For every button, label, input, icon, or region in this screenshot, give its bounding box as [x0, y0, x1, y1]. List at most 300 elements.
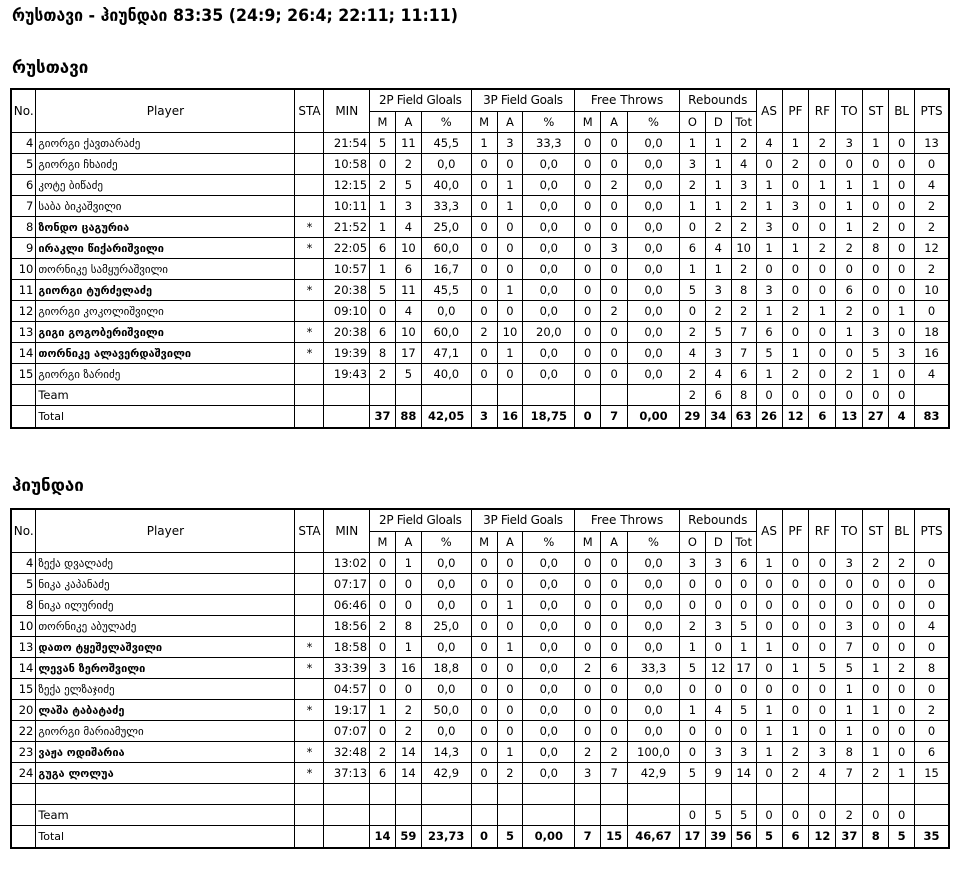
player-to: 3 [836, 133, 863, 154]
player-rf: 0 [809, 154, 836, 175]
player-ft-pct: 0,0 [628, 259, 680, 280]
player-number: 10 [11, 259, 36, 280]
player-ft-att: 0 [601, 133, 628, 154]
player-to: 2 [836, 364, 863, 385]
player-bl: 0 [889, 196, 915, 217]
player-st: 2 [863, 763, 889, 784]
empty-cell [809, 784, 836, 805]
player-row [11, 679, 949, 700]
player-fg3-pct: 33,3 [523, 133, 575, 154]
player-ft-pct: 42,9 [628, 763, 680, 784]
player-fg2-att: 6 [395, 259, 421, 280]
team-row-label: Team [36, 805, 295, 826]
player-st: 2 [863, 553, 889, 574]
player-st: 0 [863, 196, 889, 217]
player-reb-def: 2 [705, 217, 731, 238]
player-minutes: 20:38 [324, 280, 370, 301]
header-player: Player [36, 89, 295, 133]
player-pts: 13 [915, 133, 949, 154]
player-name: კოტე ბიწაძე [36, 175, 295, 196]
player-st: 3 [863, 322, 889, 343]
player-to: 2 [836, 301, 863, 322]
player-name: გიორგი კოკოლიშვილი [36, 301, 295, 322]
player-as: 5 [756, 343, 782, 364]
player-ft-made: 2 [575, 658, 601, 679]
player-fg2-pct: 0,0 [421, 721, 471, 742]
player-pf: 0 [782, 322, 809, 343]
player-reb-off: 1 [679, 259, 705, 280]
player-reb-off: 0 [679, 574, 705, 595]
player-minutes: 20:38 [324, 322, 370, 343]
player-fg3-pct: 0,0 [523, 721, 575, 742]
header-no: No. [11, 89, 36, 133]
player-fg2-pct: 45,5 [421, 133, 471, 154]
player-fg2-made: 6 [370, 238, 396, 259]
total-reb-tot: 63 [731, 406, 756, 429]
player-fg3-att: 0 [497, 700, 523, 721]
player-rf: 0 [809, 217, 836, 238]
player-to: 1 [836, 700, 863, 721]
player-reb-off: 2 [679, 175, 705, 196]
subheader-d: D [705, 532, 731, 553]
player-row [11, 763, 949, 784]
player-pts: 8 [915, 658, 949, 679]
player-row [11, 280, 949, 301]
player-row [11, 637, 949, 658]
player-fg3-pct: 0,0 [523, 700, 575, 721]
player-fg2-pct: 50,0 [421, 700, 471, 721]
player-fg2-att: 0 [395, 574, 421, 595]
team-bl: 0 [889, 805, 915, 826]
player-fg2-att: 10 [395, 238, 421, 259]
header-min: MIN [324, 509, 370, 553]
player-fg2-pct: 40,0 [421, 175, 471, 196]
player-reb-def: 3 [705, 343, 731, 364]
player-name: ნიკა კაპანაძე [36, 574, 295, 595]
player-reb-tot: 7 [731, 322, 756, 343]
player-reb-off: 2 [679, 616, 705, 637]
player-fg3-made: 0 [471, 763, 497, 784]
team-reb-off: 0 [679, 805, 705, 826]
player-to: 6 [836, 280, 863, 301]
player-fg3-pct: 0,0 [523, 364, 575, 385]
player-row [11, 301, 949, 322]
header-sta: STA [295, 509, 324, 553]
subheader-pct: % [523, 112, 575, 133]
player-minutes: 19:43 [324, 364, 370, 385]
header-3p-field-goals: 3P Field Goals [471, 89, 575, 112]
total-label: Total [36, 826, 295, 849]
player-bl: 0 [889, 616, 915, 637]
empty-cell [471, 784, 497, 805]
player-starter: * [295, 658, 324, 679]
player-st: 0 [863, 574, 889, 595]
total-fg3-made: 0 [471, 826, 497, 849]
player-rf: 0 [809, 637, 836, 658]
player-number: 14 [11, 343, 36, 364]
player-fg3-made: 0 [471, 700, 497, 721]
player-reb-tot: 2 [731, 217, 756, 238]
player-bl: 0 [889, 595, 915, 616]
player-name: გიორგი მარიამული [36, 721, 295, 742]
player-reb-def: 0 [705, 574, 731, 595]
player-starter: * [295, 280, 324, 301]
player-minutes: 07:07 [324, 721, 370, 742]
player-reb-tot: 2 [731, 196, 756, 217]
player-minutes: 19:17 [324, 700, 370, 721]
player-st: 1 [863, 658, 889, 679]
player-starter [295, 301, 324, 322]
team-title-hyundai: ჰიუნდაი [12, 476, 84, 496]
player-pts: 2 [915, 700, 949, 721]
player-row [11, 721, 949, 742]
player-reb-tot: 2 [731, 301, 756, 322]
player-fg2-made: 2 [370, 364, 396, 385]
team-rf: 0 [809, 805, 836, 826]
box-score-table-hyundai [10, 508, 950, 849]
player-bl: 2 [889, 658, 915, 679]
player-number: 20 [11, 700, 36, 721]
player-name: ზექა ელზაჯიძე [36, 679, 295, 700]
player-row [11, 238, 949, 259]
empty-cell [756, 784, 782, 805]
player-fg3-made: 0 [471, 721, 497, 742]
player-fg2-att: 5 [395, 364, 421, 385]
player-number: 23 [11, 742, 36, 763]
total-ft-pct: 46,67 [628, 826, 680, 849]
player-ft-pct: 0,0 [628, 280, 680, 301]
total-ft-pct: 0,00 [628, 406, 680, 429]
player-fg3-made: 0 [471, 742, 497, 763]
player-ft-att: 0 [601, 364, 628, 385]
player-fg3-pct: 0,0 [523, 259, 575, 280]
player-st: 1 [863, 175, 889, 196]
header-2p-field-goals: 2P Field Gloals [370, 89, 472, 112]
player-fg2-pct: 25,0 [421, 217, 471, 238]
player-row [11, 343, 949, 364]
player-ft-pct: 0,0 [628, 679, 680, 700]
player-fg2-made: 3 [370, 658, 396, 679]
player-fg3-pct: 0,0 [523, 595, 575, 616]
total-ft-made: 7 [575, 826, 601, 849]
player-reb-def: 1 [705, 196, 731, 217]
empty-cell [11, 406, 36, 429]
player-fg2-att: 4 [395, 301, 421, 322]
player-fg3-pct: 0,0 [523, 553, 575, 574]
player-reb-off: 2 [679, 364, 705, 385]
player-pf: 0 [782, 259, 809, 280]
player-reb-def: 1 [705, 133, 731, 154]
team-st: 0 [863, 805, 889, 826]
player-as: 1 [756, 238, 782, 259]
player-starter [295, 259, 324, 280]
subheader-d: D [705, 112, 731, 133]
player-pts: 0 [915, 301, 949, 322]
team-st: 0 [863, 385, 889, 406]
empty-cell [497, 805, 523, 826]
total-pf: 12 [782, 406, 809, 429]
player-to: 0 [836, 343, 863, 364]
player-pf: 0 [782, 574, 809, 595]
player-fg2-att: 4 [395, 217, 421, 238]
player-minutes: 18:56 [324, 616, 370, 637]
header-no: No. [11, 509, 36, 553]
player-reb-off: 0 [679, 679, 705, 700]
player-st: 2 [863, 217, 889, 238]
player-ft-pct: 0,0 [628, 217, 680, 238]
player-starter [295, 616, 324, 637]
player-fg3-pct: 0,0 [523, 175, 575, 196]
player-fg2-made: 8 [370, 343, 396, 364]
player-number: 4 [11, 553, 36, 574]
player-reb-tot: 10 [731, 238, 756, 259]
player-pts: 6 [915, 742, 949, 763]
player-fg2-att: 10 [395, 322, 421, 343]
player-ft-att: 0 [601, 259, 628, 280]
player-reb-def: 1 [705, 154, 731, 175]
subheader-pct: % [421, 532, 471, 553]
player-st: 0 [863, 154, 889, 175]
player-fg2-att: 8 [395, 616, 421, 637]
player-ft-made: 0 [575, 595, 601, 616]
player-to: 0 [836, 595, 863, 616]
player-minutes: 07:17 [324, 574, 370, 595]
player-reb-off: 0 [679, 721, 705, 742]
empty-cell [370, 385, 396, 406]
total-st: 27 [863, 406, 889, 429]
player-name: ვაჟა ოდიშარია [36, 742, 295, 763]
player-name: გუგა ლოლუა [36, 763, 295, 784]
player-ft-pct: 0,0 [628, 175, 680, 196]
player-ft-att: 0 [601, 679, 628, 700]
player-ft-pct: 0,0 [628, 574, 680, 595]
box-score-table-rustavi [10, 88, 950, 429]
player-as: 0 [756, 154, 782, 175]
player-ft-att: 0 [601, 721, 628, 742]
player-name: ზონდო ცაგურია [36, 217, 295, 238]
header-min: MIN [324, 89, 370, 133]
player-row [11, 658, 949, 679]
player-st: 0 [863, 280, 889, 301]
player-to: 1 [836, 322, 863, 343]
player-fg3-made: 0 [471, 238, 497, 259]
empty-cell [295, 826, 324, 849]
player-row [11, 259, 949, 280]
player-pts: 0 [915, 595, 949, 616]
player-fg3-pct: 0,0 [523, 154, 575, 175]
player-as: 0 [756, 595, 782, 616]
player-fg2-att: 17 [395, 343, 421, 364]
player-minutes: 18:58 [324, 637, 370, 658]
player-as: 0 [756, 763, 782, 784]
player-to: 1 [836, 721, 863, 742]
subheader-a: A [497, 532, 523, 553]
player-reb-off: 1 [679, 700, 705, 721]
player-to: 2 [836, 238, 863, 259]
player-pts: 0 [915, 721, 949, 742]
player-starter: * [295, 637, 324, 658]
empty-row [11, 784, 949, 805]
player-fg3-pct: 0,0 [523, 574, 575, 595]
player-reb-def: 5 [705, 322, 731, 343]
player-reb-tot: 17 [731, 658, 756, 679]
subheader-m: M [370, 112, 396, 133]
player-ft-att: 0 [601, 196, 628, 217]
player-st: 5 [863, 343, 889, 364]
team-reb-tot: 5 [731, 805, 756, 826]
player-pts: 0 [915, 637, 949, 658]
player-bl: 0 [889, 574, 915, 595]
total-fg2-att: 88 [395, 406, 421, 429]
player-starter: * [295, 322, 324, 343]
header-as: AS [756, 89, 782, 133]
empty-cell [11, 805, 36, 826]
player-st: 1 [863, 700, 889, 721]
team-row [11, 805, 949, 826]
player-name: თორნიკე ალავერდაშვილი [36, 343, 295, 364]
empty-cell [370, 784, 396, 805]
player-st: 0 [863, 595, 889, 616]
player-rf: 0 [809, 259, 836, 280]
player-fg2-made: 2 [370, 616, 396, 637]
player-pf: 0 [782, 700, 809, 721]
player-starter [295, 553, 324, 574]
player-starter [295, 154, 324, 175]
player-to: 0 [836, 154, 863, 175]
player-fg3-made: 0 [471, 637, 497, 658]
player-fg3-pct: 0,0 [523, 196, 575, 217]
header-rebounds: Rebounds [679, 89, 756, 112]
player-reb-tot: 3 [731, 742, 756, 763]
header-free-throws: Free Throws [575, 89, 680, 112]
total-label: Total [36, 406, 295, 429]
player-ft-att: 0 [601, 616, 628, 637]
player-rf: 0 [809, 700, 836, 721]
player-reb-tot: 2 [731, 133, 756, 154]
player-fg3-made: 0 [471, 343, 497, 364]
player-fg3-att: 0 [497, 301, 523, 322]
player-fg2-att: 2 [395, 154, 421, 175]
player-as: 1 [756, 553, 782, 574]
player-reb-tot: 5 [731, 700, 756, 721]
empty-cell [836, 784, 863, 805]
empty-cell [370, 805, 396, 826]
total-reb-def: 39 [705, 826, 731, 849]
player-bl: 0 [889, 322, 915, 343]
empty-cell [395, 385, 421, 406]
header-player: Player [36, 509, 295, 553]
header-as: AS [756, 509, 782, 553]
player-minutes: 33:39 [324, 658, 370, 679]
empty-cell [628, 784, 680, 805]
player-fg3-made: 0 [471, 364, 497, 385]
player-ft-pct: 0,0 [628, 553, 680, 574]
player-fg3-att: 0 [497, 259, 523, 280]
header-pts: PTS [915, 89, 949, 133]
player-fg3-att: 0 [497, 658, 523, 679]
total-rf: 12 [809, 826, 836, 849]
player-as: 1 [756, 742, 782, 763]
player-bl: 0 [889, 133, 915, 154]
player-fg3-made: 0 [471, 301, 497, 322]
player-ft-att: 0 [601, 553, 628, 574]
player-reb-tot: 2 [731, 259, 756, 280]
player-rf: 2 [809, 133, 836, 154]
player-reb-off: 2 [679, 322, 705, 343]
player-ft-made: 0 [575, 322, 601, 343]
subheader-m: M [471, 112, 497, 133]
team-reb-off: 2 [679, 385, 705, 406]
player-fg2-pct: 0,0 [421, 574, 471, 595]
player-ft-pct: 0,0 [628, 196, 680, 217]
player-fg2-pct: 60,0 [421, 322, 471, 343]
player-fg2-pct: 33,3 [421, 196, 471, 217]
player-reb-def: 3 [705, 280, 731, 301]
player-number: 13 [11, 322, 36, 343]
subheader-a: A [601, 532, 628, 553]
player-reb-off: 5 [679, 658, 705, 679]
team-to: 2 [836, 805, 863, 826]
player-ft-made: 0 [575, 700, 601, 721]
player-reb-off: 5 [679, 763, 705, 784]
empty-cell [295, 385, 324, 406]
player-name: ირაკლი წიქარიშვილი [36, 238, 295, 259]
player-fg2-att: 14 [395, 763, 421, 784]
player-bl: 0 [889, 364, 915, 385]
player-bl: 2 [889, 553, 915, 574]
player-bl: 0 [889, 700, 915, 721]
player-fg3-att: 0 [497, 679, 523, 700]
empty-cell [601, 805, 628, 826]
total-as: 26 [756, 406, 782, 429]
player-pts: 0 [915, 553, 949, 574]
player-row [11, 700, 949, 721]
player-fg3-made: 0 [471, 658, 497, 679]
player-reb-off: 1 [679, 196, 705, 217]
player-pf: 2 [782, 742, 809, 763]
player-to: 0 [836, 259, 863, 280]
player-bl: 0 [889, 238, 915, 259]
player-fg3-made: 0 [471, 574, 497, 595]
player-ft-made: 0 [575, 679, 601, 700]
player-reb-off: 3 [679, 154, 705, 175]
player-row [11, 217, 949, 238]
player-fg3-att: 0 [497, 574, 523, 595]
player-ft-pct: 33,3 [628, 658, 680, 679]
player-rf: 0 [809, 616, 836, 637]
subheader-m: M [575, 112, 601, 133]
empty-cell [324, 805, 370, 826]
player-reb-tot: 4 [731, 154, 756, 175]
empty-cell [915, 784, 949, 805]
player-to: 1 [836, 679, 863, 700]
player-number: 9 [11, 238, 36, 259]
header-row [11, 89, 949, 112]
player-pts: 18 [915, 322, 949, 343]
player-ft-made: 0 [575, 364, 601, 385]
empty-cell [324, 826, 370, 849]
player-fg2-att: 0 [395, 679, 421, 700]
header-rf: RF [809, 89, 836, 133]
player-reb-def: 0 [705, 637, 731, 658]
player-reb-tot: 6 [731, 553, 756, 574]
player-fg3-att: 1 [497, 595, 523, 616]
player-ft-pct: 0,0 [628, 238, 680, 259]
player-fg3-pct: 0,0 [523, 742, 575, 763]
player-number: 14 [11, 658, 36, 679]
player-as: 0 [756, 658, 782, 679]
player-fg2-pct: 0,0 [421, 679, 471, 700]
